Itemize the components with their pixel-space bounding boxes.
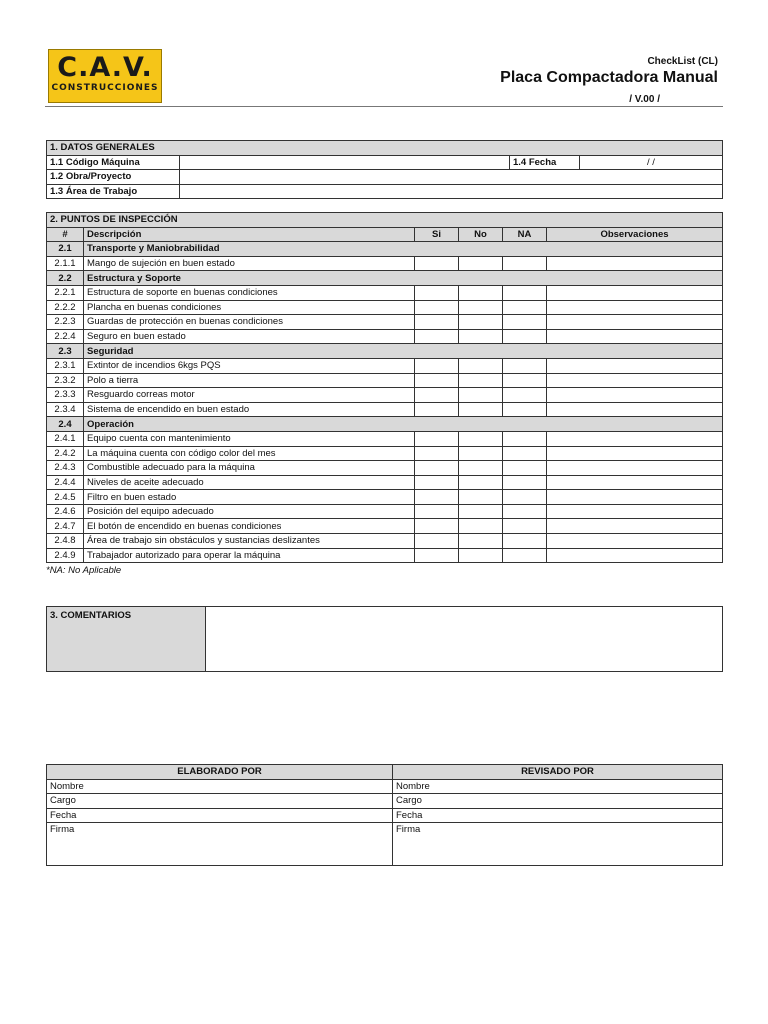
na-cell[interactable]: [503, 315, 547, 330]
group-title: Seguridad: [84, 344, 723, 359]
item-description: Polo a tierra: [84, 373, 415, 388]
item-description: El botón de encendido en buenas condiciones: [84, 519, 415, 534]
si-cell[interactable]: [415, 461, 459, 476]
na-cell[interactable]: [503, 373, 547, 388]
group-title: Operación: [84, 417, 723, 432]
si-cell[interactable]: [415, 490, 459, 505]
no-cell[interactable]: [459, 300, 503, 315]
group-title: Transporte y Maniobrabilidad: [84, 242, 723, 257]
observaciones-cell[interactable]: [547, 490, 723, 505]
item-description: Trabajador autorizado para operar la máquina: [84, 548, 415, 563]
elaborado-firma-field[interactable]: Firma: [47, 823, 393, 866]
description-header: Descripción: [84, 227, 415, 242]
si-cell[interactable]: [415, 285, 459, 300]
observaciones-cell[interactable]: [547, 431, 723, 446]
item-description: Seguro en buen estado: [84, 329, 415, 344]
na-cell[interactable]: [503, 490, 547, 505]
si-cell[interactable]: [415, 519, 459, 534]
item-description: Guardas de protección en buenas condiciones: [84, 315, 415, 330]
item-number: 2.4.5: [47, 490, 84, 505]
codigo-label: 1.1 Código Máquina: [47, 155, 180, 170]
inspection-row: [47, 534, 723, 549]
inspection-row: [47, 285, 723, 300]
na-cell[interactable]: [503, 285, 547, 300]
observaciones-cell[interactable]: [547, 504, 723, 519]
si-cell[interactable]: [415, 402, 459, 417]
no-cell[interactable]: [459, 358, 503, 373]
group-number: 2.1: [47, 242, 84, 257]
signature-row: [47, 823, 723, 866]
no-cell[interactable]: [459, 373, 503, 388]
item-number: 2.4.7: [47, 519, 84, 534]
item-number: 2.3.3: [47, 388, 84, 403]
item-description: Niveles de aceite adecuado: [84, 475, 415, 490]
inspection-row: [47, 256, 723, 271]
group-title: Estructura y Soporte: [84, 271, 723, 286]
item-description: Filtro en buen estado: [84, 490, 415, 505]
item-number: 2.4.8: [47, 534, 84, 549]
obra-label: 1.2 Obra/Proyecto: [47, 170, 180, 185]
no-cell[interactable]: [459, 548, 503, 563]
inspection-row: [47, 315, 723, 330]
item-number: 2.2.4: [47, 329, 84, 344]
no-cell[interactable]: [459, 461, 503, 476]
item-number: 2.2.2: [47, 300, 84, 315]
observaciones-cell[interactable]: [547, 388, 723, 403]
item-description: Resguardo correas motor: [84, 388, 415, 403]
na-cell[interactable]: [503, 534, 547, 549]
fecha-field[interactable]: / /: [580, 155, 723, 170]
no-cell[interactable]: [459, 402, 503, 417]
inspection-row: [47, 446, 723, 461]
observaciones-cell[interactable]: [547, 519, 723, 534]
inspection-row: [47, 431, 723, 446]
inspection-row: [47, 504, 723, 519]
observaciones-cell[interactable]: [547, 358, 723, 373]
doc-code: CheckList (CL): [647, 56, 718, 67]
general-data-table: [46, 140, 723, 199]
item-number: 2.4.3: [47, 461, 84, 476]
item-description: Sistema de encendido en buen estado: [84, 402, 415, 417]
group-number: 2.2: [47, 271, 84, 286]
inspection-row: [47, 358, 723, 373]
inspection-row: [47, 461, 723, 476]
item-description: Posición del equipo adecuado: [84, 504, 415, 519]
no-cell[interactable]: [459, 329, 503, 344]
item-number: 2.2.3: [47, 315, 84, 330]
item-description: Área de trabajo sin obstáculos y sustancias deslizantes: [84, 534, 415, 549]
observaciones-cell[interactable]: [547, 315, 723, 330]
comments-label: 3. COMENTARIOS: [47, 607, 206, 672]
group-number: 2.4: [47, 417, 84, 432]
doc-title: Placa Compactadora Manual: [500, 69, 718, 86]
no-header: No: [459, 227, 503, 242]
inspection-row: [47, 388, 723, 403]
item-number: 2.4.4: [47, 475, 84, 490]
na-cell[interactable]: [503, 519, 547, 534]
item-number: 2.2.1: [47, 285, 84, 300]
signature-table: [46, 764, 723, 866]
no-cell[interactable]: [459, 519, 503, 534]
signature-row: [47, 808, 723, 823]
inspection-row: [47, 329, 723, 344]
item-number: 2.4.6: [47, 504, 84, 519]
si-header: Si: [415, 227, 459, 242]
inspection-section-title: 2. PUNTOS DE INSPECCIÓN: [47, 213, 723, 228]
revisado-firma-field[interactable]: Firma: [393, 823, 723, 866]
comments-table: [46, 606, 723, 672]
group-row: [47, 271, 723, 286]
elaborado-fecha-field[interactable]: Fecha: [47, 808, 393, 823]
inspection-table: [46, 212, 723, 563]
observaciones-cell[interactable]: [547, 461, 723, 476]
na-cell[interactable]: [503, 504, 547, 519]
si-cell[interactable]: [415, 329, 459, 344]
item-description: Mango de sujeción en buen estado: [84, 256, 415, 271]
na-note: *NA: No Aplicable: [46, 565, 122, 576]
observaciones-cell[interactable]: [547, 534, 723, 549]
revisado-cargo-field[interactable]: Cargo: [393, 794, 723, 809]
no-cell[interactable]: [459, 256, 503, 271]
logo-sub-text: CONSTRUCCIONES: [51, 83, 159, 93]
na-cell[interactable]: [503, 256, 547, 271]
na-cell[interactable]: [503, 475, 547, 490]
inspection-row: [47, 490, 723, 505]
group-row: [47, 344, 723, 359]
no-cell[interactable]: [459, 315, 503, 330]
si-cell[interactable]: [415, 446, 459, 461]
item-number: 2.4.9: [47, 548, 84, 563]
item-description: Plancha en buenas condiciones: [84, 300, 415, 315]
na-cell[interactable]: [503, 402, 547, 417]
na-cell[interactable]: [503, 431, 547, 446]
signature-row: [47, 779, 723, 794]
company-logo: [48, 49, 162, 103]
na-cell[interactable]: [503, 446, 547, 461]
area-field[interactable]: [180, 184, 723, 199]
inspection-row: [47, 519, 723, 534]
si-cell[interactable]: [415, 373, 459, 388]
elaborado-nombre-field[interactable]: Nombre: [47, 779, 393, 794]
inspection-row: [47, 373, 723, 388]
inspection-header-row: [47, 227, 723, 242]
na-cell[interactable]: [503, 358, 547, 373]
inspection-row: [47, 548, 723, 563]
observaciones-cell[interactable]: [547, 285, 723, 300]
no-cell[interactable]: [459, 446, 503, 461]
codigo-field[interactable]: [180, 155, 510, 170]
item-description: Estructura de soporte en buenas condiciones: [84, 285, 415, 300]
no-cell[interactable]: [459, 504, 503, 519]
elaborado-header: ELABORADO POR: [47, 765, 393, 780]
no-cell[interactable]: [459, 534, 503, 549]
si-cell[interactable]: [415, 300, 459, 315]
si-cell[interactable]: [415, 315, 459, 330]
signature-row: [47, 794, 723, 809]
observaciones-cell[interactable]: [547, 373, 723, 388]
group-row: [47, 417, 723, 432]
no-cell[interactable]: [459, 490, 503, 505]
si-cell[interactable]: [415, 504, 459, 519]
item-number: 2.3.4: [47, 402, 84, 417]
revisado-fecha-field[interactable]: Fecha: [393, 808, 723, 823]
num-header: #: [47, 227, 84, 242]
si-cell[interactable]: [415, 388, 459, 403]
no-cell[interactable]: [459, 475, 503, 490]
observaciones-cell[interactable]: [547, 446, 723, 461]
si-cell[interactable]: [415, 358, 459, 373]
na-cell[interactable]: [503, 548, 547, 563]
revisado-header: REVISADO POR: [393, 765, 723, 780]
observaciones-cell[interactable]: [547, 256, 723, 271]
inspection-row: [47, 402, 723, 417]
item-number: 2.4.1: [47, 431, 84, 446]
item-description: Equipo cuenta con mantenimiento: [84, 431, 415, 446]
si-cell[interactable]: [415, 431, 459, 446]
item-description: La máquina cuenta con código color del mes: [84, 446, 415, 461]
observaciones-cell[interactable]: [547, 475, 723, 490]
observaciones-cell[interactable]: [547, 329, 723, 344]
group-row: [47, 242, 723, 257]
item-description: Combustible adecuado para la máquina: [84, 461, 415, 476]
na-cell[interactable]: [503, 388, 547, 403]
logo-main-text: C.A.V.: [57, 52, 153, 83]
revisado-nombre-field[interactable]: Nombre: [393, 779, 723, 794]
si-cell[interactable]: [415, 548, 459, 563]
header-divider: [45, 106, 723, 107]
inspection-row: [47, 300, 723, 315]
document-header: [500, 56, 718, 87]
area-label: 1.3 Área de Trabajo: [47, 184, 180, 199]
general-section-title: 1. DATOS GENERALES: [47, 141, 723, 156]
elaborado-cargo-field[interactable]: Cargo: [47, 794, 393, 809]
no-cell[interactable]: [459, 285, 503, 300]
observaciones-cell[interactable]: [547, 402, 723, 417]
obra-field[interactable]: [180, 170, 723, 185]
observaciones-cell[interactable]: [547, 548, 723, 563]
observaciones-header: Observaciones: [547, 227, 723, 242]
no-cell[interactable]: [459, 388, 503, 403]
doc-version: / V.00 /: [629, 94, 660, 105]
item-number: 2.3.1: [47, 358, 84, 373]
group-number: 2.3: [47, 344, 84, 359]
si-cell[interactable]: [415, 534, 459, 549]
no-cell[interactable]: [459, 431, 503, 446]
fecha-label: 1.4 Fecha: [510, 155, 580, 170]
observaciones-cell[interactable]: [547, 300, 723, 315]
na-cell[interactable]: [503, 329, 547, 344]
si-cell[interactable]: [415, 475, 459, 490]
si-cell[interactable]: [415, 256, 459, 271]
na-header: NA: [503, 227, 547, 242]
na-cell[interactable]: [503, 461, 547, 476]
comments-field[interactable]: [206, 607, 723, 672]
item-number: 2.3.2: [47, 373, 84, 388]
inspection-row: [47, 475, 723, 490]
item-number: 2.4.2: [47, 446, 84, 461]
na-cell[interactable]: [503, 300, 547, 315]
item-description: Extintor de incendios 6kgs PQS: [84, 358, 415, 373]
item-number: 2.1.1: [47, 256, 84, 271]
